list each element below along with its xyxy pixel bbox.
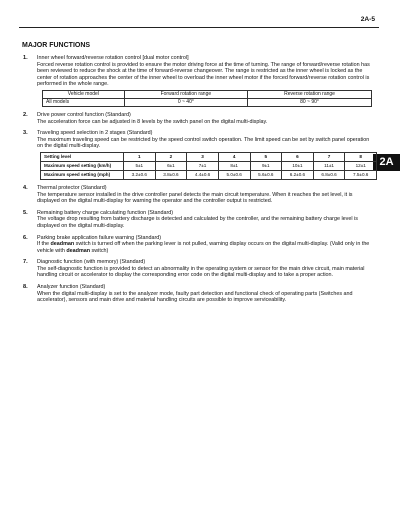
table-cell: 0 ~ 40° <box>124 98 247 106</box>
item-number: 8. <box>23 284 28 291</box>
table-header-cell: 8 <box>345 152 377 161</box>
body-text: If the <box>37 241 51 248</box>
list-item <box>22 210 374 230</box>
item-body: Forced reverse rotation control is provided to ensure the motor driving force at the time of turning. The range of forward/reverse rotation has been reviewed to reduce the shock at the time of forward-reverse changeover. The range is restricted as the inner wheel is locked as the center of rotation approaches the center of the inner wheel to overload the inner wheel motor if the forced forward/reverse rotation control is performed in the whole range. <box>37 61 370 88</box>
table-header-cell: 4 <box>218 152 250 161</box>
list-item <box>22 112 374 125</box>
item-body: The acceleration force can be adjusted in 8 levels by the switch panel on the digital multi-display. <box>37 118 268 125</box>
item-body: The self-diagnostic function is provided to detect an abnormality in the operating system or sensor for the main drive circuit, main material handling circuit or accelerator to display the corresponding error code on the digital multi-display and to take a proper action. <box>37 265 365 279</box>
table-cell: 7.5±0.6 <box>345 170 377 179</box>
table-header-cell: Vehicle model <box>43 90 125 98</box>
table-header-cell: 3 <box>187 152 219 161</box>
table-cell: 5.6±0.6 <box>250 170 282 179</box>
table-cell: 5±1 <box>124 161 156 170</box>
table-cell: All models <box>43 98 125 106</box>
list-item <box>22 235 374 255</box>
table-header-cell: 5 <box>250 152 282 161</box>
item-body: When the digital multi-display is set to the analyzer mode, faulty part detection and functional check of operating parts (Switches and accelerator), sensors and main drive and material handling circuits are possible to improve serviceability. <box>37 290 353 304</box>
item-number: 5. <box>23 209 28 216</box>
table-header-cell: 7 <box>313 152 345 161</box>
item-title: Remaining battery charge calculating function (Standard) <box>37 209 174 216</box>
item-number: 7. <box>23 259 28 266</box>
header-rule <box>19 27 379 28</box>
table-cell: 12±1 <box>345 161 377 170</box>
table-header-cell: Forward rotation range <box>124 90 247 98</box>
table-cell: 11±1 <box>313 161 345 170</box>
table-cell: 10±1 <box>282 161 314 170</box>
table-row-label: Maximum speed setting (km/h) <box>41 161 124 170</box>
table-cell: 6.8±0.6 <box>313 170 345 179</box>
table-row-label: Maximum speed setting (mph) <box>41 170 124 179</box>
item-title: Traveling speed selection in 2 stages (Standard) <box>37 130 153 137</box>
item-body <box>37 241 374 254</box>
list-item <box>22 130 374 180</box>
section-heading: MAJOR FUNCTIONS <box>22 42 91 49</box>
table-cell: 4.4±0.6 <box>187 170 219 179</box>
table-cell: 6±1 <box>155 161 187 170</box>
table-header-cell: Setting level <box>41 152 124 161</box>
table-cell: 9±1 <box>250 161 282 170</box>
body-term: deadman <box>66 247 91 254</box>
table-cell: 6.2±0.6 <box>282 170 314 179</box>
body-text: switch is turned off when the parking lever is not pulled, warning display occurs on the digital multi-display. (Valid only in the vehicle with <box>37 241 370 254</box>
item-body: The voltage drop resulting from battery discharge is detected and calculated by the controller, and the remaining battery charge level is displayed on the digital multi-display. <box>37 216 358 229</box>
item-title: Diagnostic function (with memory) (Standard) <box>37 259 146 266</box>
item-number: 3. <box>23 130 28 137</box>
page-number: 2A-5 <box>360 16 375 23</box>
list-item <box>22 55 374 107</box>
item-body: The temperature sensor installed in the drive controller panel detects the main circuit temperature. When it reaches the set level, it is displayed on the digital multi-display for warning the operator and the controller output is restricted. <box>37 191 353 205</box>
table-header-cell: Reverse rotation range <box>248 90 372 98</box>
item-title: Inner wheel forward/reverse rotation control [dual motor control] <box>37 55 189 61</box>
table-cell: 7±1 <box>187 161 219 170</box>
body-term: deadman <box>50 241 75 248</box>
item-title: Parking brake application failure warning (Standard) <box>37 234 162 241</box>
table-cell: 3.8±0.6 <box>155 170 187 179</box>
list-item <box>22 284 374 304</box>
side-tab: 2A <box>373 154 400 171</box>
list-item <box>22 259 374 279</box>
item-number: 4. <box>23 184 28 191</box>
item-title: Drive power control function (Standard) <box>37 111 131 118</box>
table-header-cell: 6 <box>282 152 314 161</box>
item-number: 2. <box>23 111 28 118</box>
table-cell: 8±1 <box>218 161 250 170</box>
item-title: Analyzer function (Standard) <box>37 284 106 291</box>
item-number: 6. <box>23 234 28 241</box>
item-number: 1. <box>23 55 28 61</box>
content-body <box>22 55 374 309</box>
table-header-cell: 2 <box>155 152 187 161</box>
body-text: switch) <box>90 247 109 254</box>
rotation-range-table <box>42 90 372 107</box>
item-body: The maximum traveling speed can be restricted by the speed control switch operation. The limit speed can be set by switch panel operation on the digital multi-display. <box>37 136 370 150</box>
table-header-cell: 1 <box>124 152 156 161</box>
table-cell: 3.2±0.6 <box>124 170 156 179</box>
list-item <box>22 185 374 205</box>
table-cell: 5.0±0.6 <box>218 170 250 179</box>
speed-setting-table <box>40 152 377 180</box>
table-cell: 80 ~ 90° <box>248 98 372 106</box>
item-title: Thermal protector (Standard) <box>37 184 107 191</box>
